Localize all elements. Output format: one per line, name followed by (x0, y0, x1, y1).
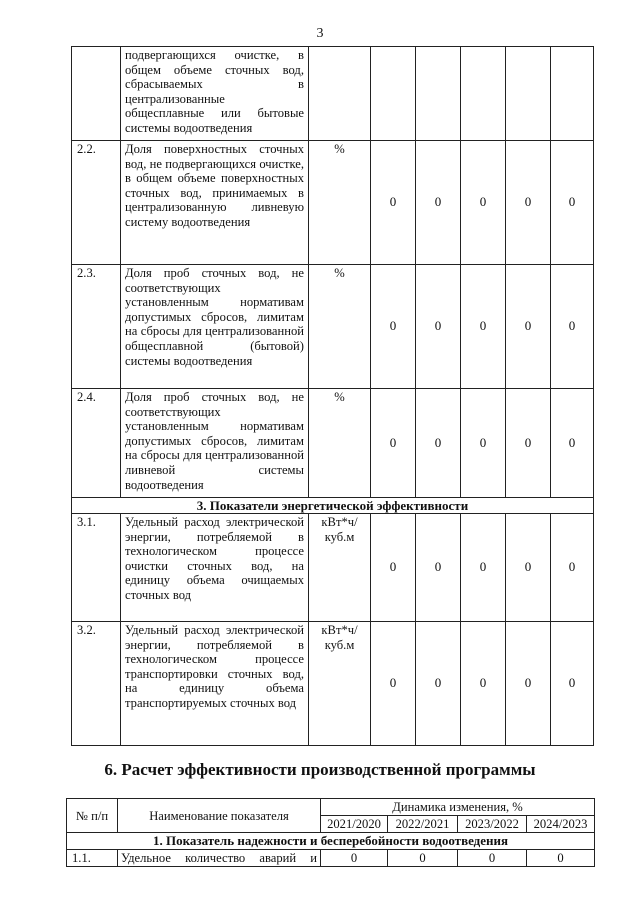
value-cell: 0 (416, 389, 461, 498)
value-cell (416, 47, 461, 141)
value-cell: 0 (416, 514, 461, 622)
unit-cell (309, 47, 371, 141)
value-cell: 0 (416, 265, 461, 389)
page-number: 3 (316, 26, 324, 41)
table-row (72, 622, 594, 746)
value-cell: 0 (551, 514, 594, 622)
indicator-name: Доля поверхностных сточных вод, не подвергающихся очистке, в общем объеме поверхностных сточных вод, принимаемых в централизованную ливневую систему водоотведения (121, 141, 309, 265)
unit-cell: кВт*ч/ куб.м (309, 514, 371, 622)
section-heading: 6. Расчет эффективности производственной программы (104, 760, 536, 779)
table-row (72, 514, 594, 622)
row-number: 3.1. (72, 514, 121, 622)
value-cell: 0 (551, 141, 594, 265)
column-header-name: Наименование показателя (118, 799, 321, 833)
row-number: 2.4. (72, 389, 121, 498)
value-cell: 0 (506, 265, 551, 389)
year-header: 2022/2021 (388, 816, 458, 833)
value-cell: 0 (371, 141, 416, 265)
value-cell: 0 (371, 622, 416, 746)
indicator-name: Удельный расход электрической энергии, потребляемой в технологическом процессе очистки сточных вод, на единицу объема очищаемых сточных вод (121, 514, 309, 622)
row-number: 3.2. (72, 622, 121, 746)
value-cell: 0 (461, 389, 506, 498)
row-number: 1.1. (67, 850, 118, 867)
year-header: 2021/2020 (321, 816, 388, 833)
value-cell: 0 (458, 850, 527, 867)
column-header-dynamics: Динамика изменения, % (321, 799, 595, 816)
unit-cell: % (309, 141, 371, 265)
row-number: 2.3. (72, 265, 121, 389)
value-cell: 0 (461, 141, 506, 265)
value-cell: 0 (416, 141, 461, 265)
section-header-row (72, 498, 594, 514)
row-number: 2.2. (72, 141, 121, 265)
value-cell: 0 (506, 622, 551, 746)
value-cell: 0 (371, 514, 416, 622)
value-cell: 0 (371, 389, 416, 498)
table-row (67, 850, 595, 867)
value-cell: 0 (321, 850, 388, 867)
value-cell (551, 47, 594, 141)
table-row (72, 47, 594, 141)
value-cell: 0 (506, 389, 551, 498)
value-cell (461, 47, 506, 141)
value-cell: 0 (371, 265, 416, 389)
table-row (72, 141, 594, 265)
value-cell: 0 (506, 514, 551, 622)
indicator-name: Удельный расход электрической энергии, потребляемой в технологическом процессе транспортировки сточных вод, на единицу объема транспортируемых сточных вод (121, 622, 309, 746)
table-row (72, 389, 594, 498)
value-cell: 0 (506, 141, 551, 265)
table-row (72, 265, 594, 389)
indicator-name: Удельное количество аварий и (118, 850, 321, 867)
value-cell: 0 (551, 265, 594, 389)
year-header: 2023/2022 (458, 816, 527, 833)
value-cell: 0 (461, 622, 506, 746)
section-title: 1. Показатель надежности и бесперебойности водоотведения (67, 833, 595, 850)
section-header-row (67, 833, 595, 850)
value-cell (371, 47, 416, 141)
indicator-name: Доля проб сточных вод, не соответствующих установленным нормативам допустимых сбросов, лимитам на сбросы для централизованной ливневой системы водоотведения (121, 389, 309, 498)
value-cell (506, 47, 551, 141)
value-cell: 0 (416, 622, 461, 746)
section-title: 3. Показатели энергетической эффективности (72, 498, 594, 514)
value-cell: 0 (388, 850, 458, 867)
indicators-table (71, 46, 594, 746)
unit-cell: кВт*ч/ куб.м (309, 622, 371, 746)
value-cell: 0 (461, 514, 506, 622)
value-cell: 0 (461, 265, 506, 389)
value-cell: 0 (527, 850, 595, 867)
efficiency-table (66, 798, 595, 867)
row-number (72, 47, 121, 141)
value-cell: 0 (551, 389, 594, 498)
value-cell: 0 (551, 622, 594, 746)
column-header-number: № п/п (67, 799, 118, 833)
unit-cell: % (309, 389, 371, 498)
indicator-name: Доля проб сточных вод, не соответствующих установленным нормативам допустимых сбросов, лимитам на сбросы для централизованной общесплавной (бытовой) системы водоотведения (121, 265, 309, 389)
indicator-name: подвергающихся очистке, в общем объеме сточных вод, сбрасываемых в централизованные общесплавные или бытовые системы водоотведения (121, 47, 309, 141)
unit-cell: % (309, 265, 371, 389)
header-row (67, 799, 595, 816)
year-header: 2024/2023 (527, 816, 595, 833)
